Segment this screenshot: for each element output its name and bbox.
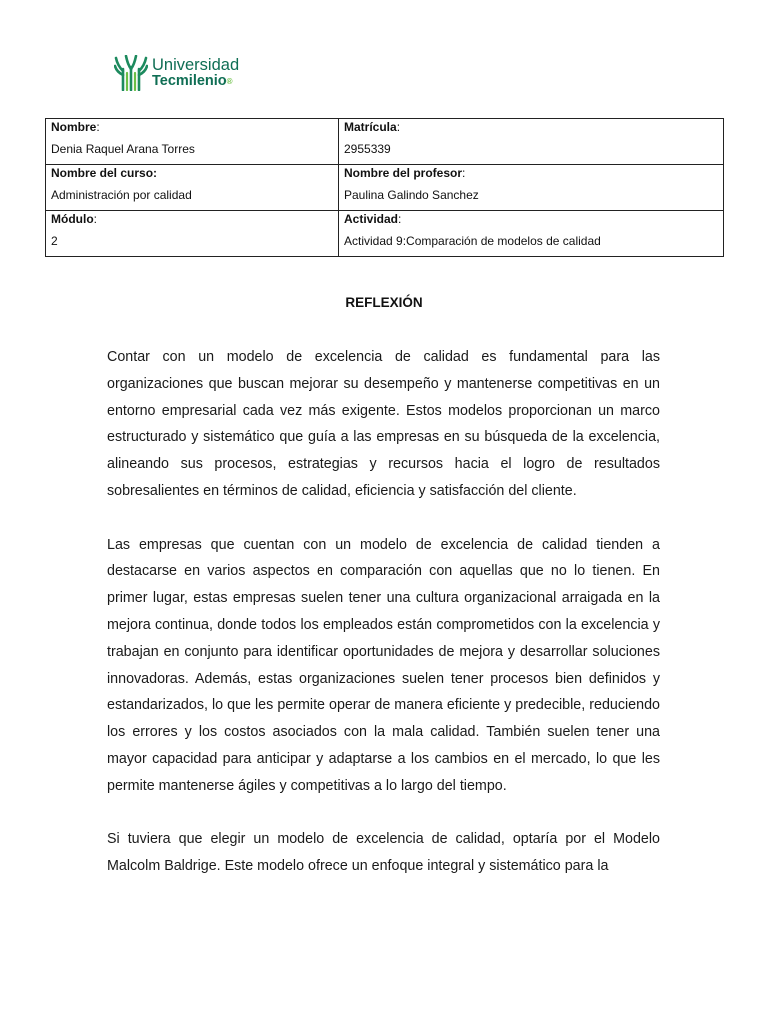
profesor-value: Paulina Galindo Sanchez (344, 188, 479, 202)
profesor-label: Nombre del profesor: (344, 166, 466, 180)
nombre-label: Nombre: (51, 120, 100, 134)
table-row (46, 211, 724, 257)
modulo-cell (46, 211, 339, 257)
matricula-cell (339, 119, 724, 165)
actividad-value: Actividad 9:Comparación de modelos de calidad (344, 234, 601, 248)
modulo-value: 2 (51, 234, 58, 248)
actividad-cell (339, 211, 724, 257)
actividad-label: Actividad: (344, 212, 402, 226)
document-body (107, 344, 660, 907)
table-row (46, 165, 724, 211)
curso-cell (46, 165, 339, 211)
student-info-table (45, 118, 724, 257)
logo-line-tecmilenio: Tecmilenio® (152, 72, 233, 89)
table-row (46, 119, 724, 165)
paragraph: Si tuviera que elegir un modelo de excelencia de calidad, optaría por el Modelo Malcolm Baldrige. Este modelo ofrece un enfoque integral y sistemático para la (107, 831, 660, 875)
curso-label: Nombre del curso: (51, 166, 158, 180)
document-heading: REFLEXIÓN (345, 295, 423, 310)
curso-value: Administración por calidad (51, 188, 192, 202)
nombre-value: Denia Raquel Arana Torres (51, 142, 195, 156)
paragraph: Contar con un modelo de excelencia de calidad es fundamental para las organizaciones que buscan mejorar su desempeño y mantenerse competitivas en un entorno empresarial cada vez más exigente. Estos modelos proporcionan un marco estructurado y sistemático que guía a las empresas en su búsqueda de la excelencia, alineando sus procesos, estrategias y recursos hacia el logro de resultados sobresalientes en términos de calidad, eficiencia y satisfacción del cliente. (107, 349, 660, 499)
modulo-label: Módulo: (51, 212, 97, 226)
matricula-label: Matrícula: (344, 120, 401, 134)
paragraph: Las empresas que cuentan con un modelo de excelencia de calidad tienden a destacarse en varios aspectos en comparación con aquellas que no lo tienen. En primer lugar, estas empresas suelen tener una cultura organizacional arraigada en la mejora continua, donde todos los empleados están comprometidos con la excelencia y trabajan en conjunto para identificar oportunidades de mejora y desarrollar soluciones innovadoras. Además, estas organizaciones suelen tener procesos bien definidos y estandarizados, lo que les permite operar de manera eficiente y predecible, reduciendo los errores y los costos asociados con la mala calidad. También suelen tener una mayor capacidad para anticipar y adaptarse a los cambios en el mercado, lo que les permite mantenerse ágiles y competitivas a lo largo del tiempo. (107, 536, 660, 794)
matricula-value: 2955339 (344, 142, 391, 156)
university-logo (114, 53, 239, 93)
logo-wordmark (152, 57, 239, 90)
profesor-cell (339, 165, 724, 211)
nombre-cell (46, 119, 339, 165)
logo-line-universidad: Universidad (152, 55, 240, 74)
registered-mark: ® (226, 76, 233, 86)
tecmilenio-logo-icon (114, 55, 148, 91)
